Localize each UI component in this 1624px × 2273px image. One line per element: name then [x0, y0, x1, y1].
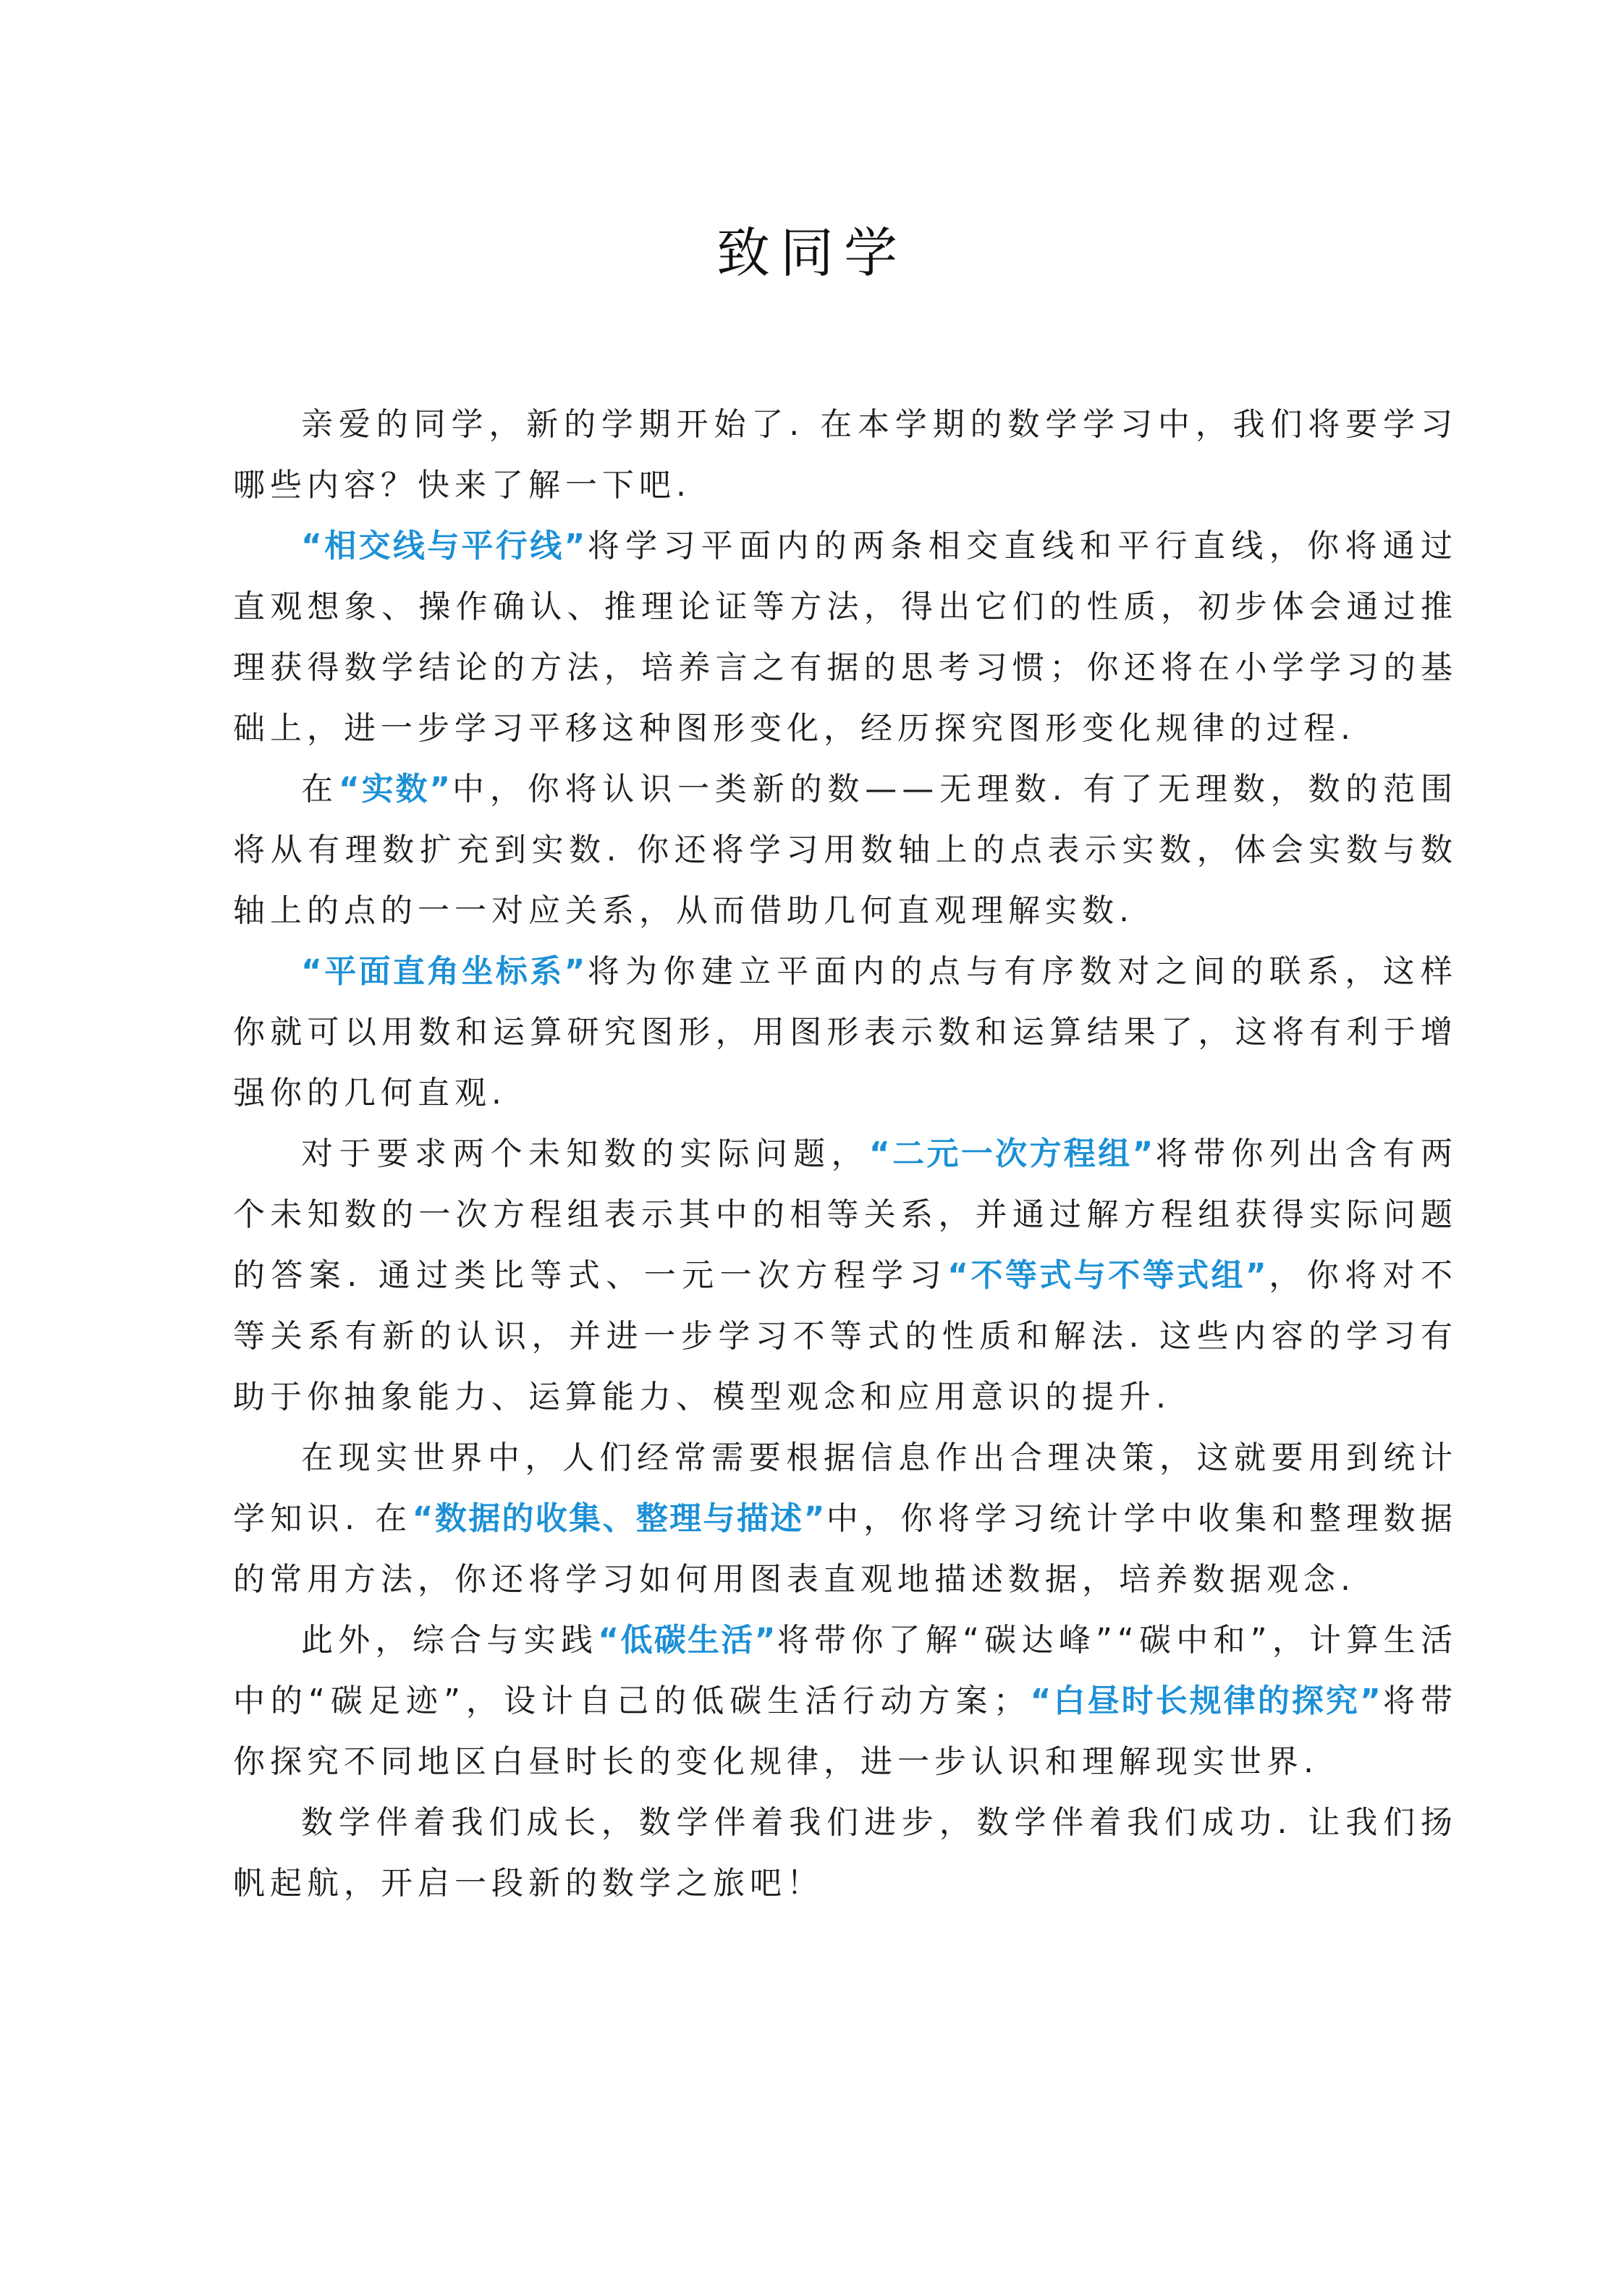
letter-body: [233, 394, 1458, 1914]
paragraph: [233, 394, 1458, 516]
paragraph: [233, 759, 1458, 941]
paragraph-text: ，你将对不等关系有新的认识，并进一步学习不等式的性质和解法. 这些内容的学习有助于你抽象能力、运算能力、模型观念和应用意识的提升.: [233, 1257, 1458, 1415]
paragraph-text: 对于要求两个未知数的实际问题，: [301, 1135, 869, 1172]
paragraph-text: 将带你了解“碳达峰”“碳中和”，计算生活中的“碳足迹”，设计自己的低碳生活行动方案；: [233, 1622, 1458, 1719]
paragraph: [233, 516, 1458, 759]
paragraph-text: 此外，综合与实践: [301, 1622, 599, 1659]
paragraph-text: 中，你将学习统计学中收集和整理数据的常用方法，你还将学习如何用图表直观地描述数据，培养数据观念.: [233, 1500, 1458, 1598]
paragraph-text: 数学伴着我们成长，数学伴着我们进步，数学伴着我们成功. 让我们扬帆起航，开启一段新的数学之旅吧！: [233, 1804, 1458, 1902]
paragraph-text: 在现实世界中，人们经常需要根据信息作出合理决策，这就要用到统计学知识. 在: [233, 1439, 1458, 1537]
paragraph: [233, 1428, 1458, 1610]
chapter-title-highlight: “不等式与不等式组”: [947, 1257, 1268, 1294]
chapter-title-highlight: “相交线与平行线”: [301, 528, 587, 564]
paragraph: [233, 1124, 1458, 1428]
chapter-title-highlight: “低碳生活”: [598, 1622, 777, 1659]
chapter-title-highlight: “数据的收集、整理与描述”: [412, 1500, 826, 1537]
paragraph: [233, 1792, 1458, 1914]
page-title: 致同学: [716, 221, 908, 284]
paragraph-text: 中，你将认识一类新的数——无理数. 有了无理数，数的范围将从有理数扩充到实数. 你还将学习用数轴上的点表示实数，体会实数与数轴上的点的一一对应关系，从而借助几何直观理解实数.: [233, 771, 1458, 929]
paragraph-text: 将学习平面内的两条相交直线和平行直线，你将通过直观想象、操作确认、推理论证等方法，得出它们的性质，初步体会通过推理获得数学结论的方法，培养言之有据的思考习惯；你还将在小学学习的基础上，进一步学习平移这种图形变化，经历探究图形变化规律的过程.: [233, 528, 1458, 747]
chapter-title-highlight: “白昼时长规律的探究”: [1030, 1682, 1382, 1719]
paragraph: [233, 941, 1458, 1124]
paragraph-text: 亲爱的同学，新的学期开始了. 在本学期的数学学习中，我们将要学习哪些内容？快来了解一下吧.: [233, 406, 1458, 504]
paragraph-text: 将带你列出含有两个未知数的一次方程组表示其中的相等关系，并通过解方程组获得实际问题的答案. 通过类比等式、一元一次方程学习: [233, 1135, 1458, 1294]
chapter-title-highlight: “平面直角坐标系”: [301, 953, 587, 990]
paragraph: [233, 1610, 1458, 1792]
paragraph-text: 将带你探究不同地区白昼时长的变化规律，进一步认识和理解现实世界.: [233, 1682, 1458, 1780]
paragraph-text: 在: [301, 771, 339, 808]
paragraph-text: 将为你建立平面内的点与有序数对之间的联系，这样你就可以用数和运算研究图形，用图形表示数和运算结果了，这将有利于增强你的几何直观.: [233, 953, 1458, 1112]
chapter-title-highlight: “实数”: [338, 771, 452, 808]
chapter-title-highlight: “二元一次方程组”: [868, 1135, 1155, 1172]
